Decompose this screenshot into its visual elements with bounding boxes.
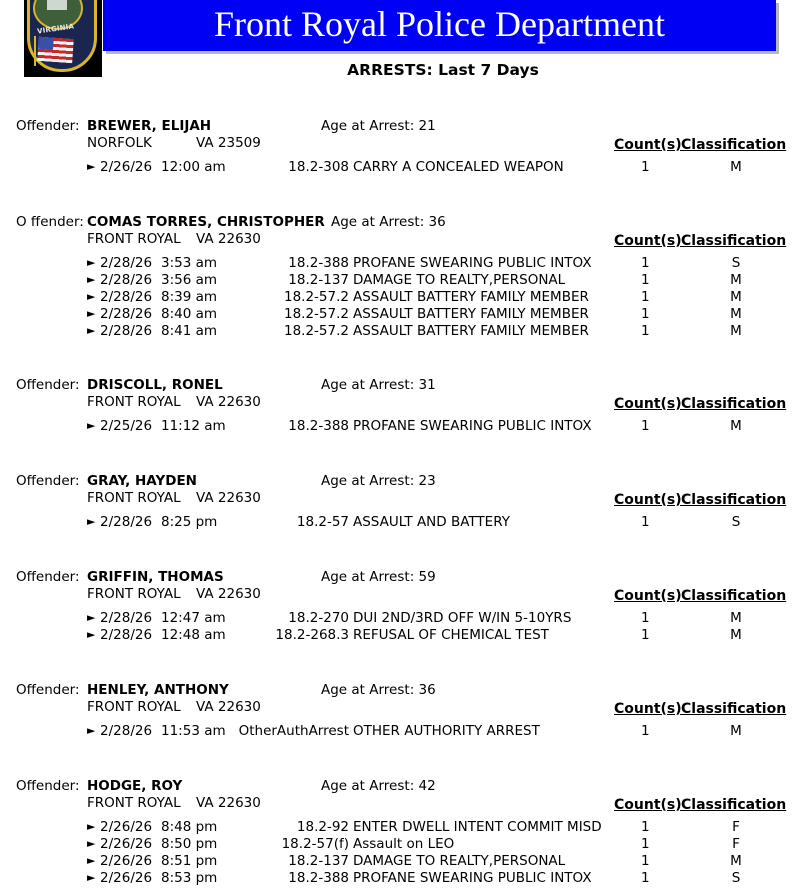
charge-classification: M (730, 272, 742, 288)
charge-count: 1 (641, 323, 650, 339)
offender-city: FRONT ROYAL (87, 231, 181, 247)
police-badge-logo (24, 0, 102, 77)
charge-classification: M (730, 723, 742, 739)
age-at-arrest: Age at Arrest: 59 (321, 569, 436, 585)
charge-count: 1 (641, 819, 650, 835)
charge-description: CARRY A CONCEALED WEAPON (353, 159, 564, 175)
charge-time: 8:40 am (161, 306, 218, 322)
charge-classification: F (732, 836, 740, 852)
charge-description: Assault on LEO (353, 836, 455, 852)
charge-description: PROFANE SWEARING PUBLIC INTOX (353, 870, 592, 886)
charge-row (0, 870, 800, 887)
charge-count: 1 (641, 853, 650, 869)
charge-time: 8:25 pm (161, 514, 218, 530)
classification-column-header: Classification (681, 137, 787, 153)
charge-date: 2/25/26 (100, 418, 153, 434)
charge-count: 1 (641, 159, 650, 175)
offender-label: Offender: (16, 473, 80, 489)
charge-description: ASSAULT BATTERY FAMILY MEMBER (353, 289, 589, 305)
charge-row (0, 323, 800, 340)
charge-row (0, 289, 800, 306)
charge-description: ASSAULT BATTERY FAMILY MEMBER (353, 323, 589, 339)
classification-column-header: Classification (681, 588, 787, 604)
charge-time: 3:56 am (161, 272, 218, 288)
counts-column-header: Count(s) (614, 797, 682, 813)
bullet-arrow-icon: ► (87, 820, 96, 833)
charge-classification: M (730, 627, 742, 643)
charge-time: 8:41 am (161, 323, 218, 339)
bullet-arrow-icon: ► (87, 307, 96, 320)
bullet-arrow-icon: ► (87, 419, 96, 432)
counts-column-header: Count(s) (614, 137, 682, 153)
age-at-arrest: Age at Arrest: 42 (321, 778, 436, 794)
charge-count: 1 (641, 306, 650, 322)
offender-city: FRONT ROYAL (87, 699, 181, 715)
charge-description: DUI 2ND/3RD OFF W/IN 5-10YRS (353, 610, 572, 626)
offender-name: BREWER, ELIJAH (87, 118, 212, 134)
charge-row (0, 853, 800, 870)
charge-description: REFUSAL OF CHEMICAL TEST (353, 627, 549, 643)
charge-row (0, 723, 800, 740)
bullet-arrow-icon: ► (87, 273, 96, 286)
charge-row (0, 610, 800, 627)
charge-time: 12:47 am (161, 610, 226, 626)
charge-date: 2/28/26 (100, 306, 153, 322)
charge-classification: M (730, 418, 742, 434)
charge-date: 2/28/26 (100, 610, 153, 626)
charge-row (0, 306, 800, 323)
charge-description: PROFANE SWEARING PUBLIC INTOX (353, 418, 592, 434)
charge-time: 8:53 pm (161, 870, 218, 886)
statute-code: 18.2-308 (288, 159, 349, 175)
header-banner (103, 0, 776, 51)
charge-description: ASSAULT BATTERY FAMILY MEMBER (353, 306, 589, 322)
charge-date: 2/26/26 (100, 870, 153, 886)
charge-date: 2/28/26 (100, 289, 153, 305)
offender-state-zip: VA 22630 (196, 490, 261, 506)
charge-time: 8:48 pm (161, 819, 218, 835)
offender-name: HODGE, ROY (87, 778, 183, 794)
charge-date: 2/28/26 (100, 272, 153, 288)
charge-classification: M (730, 323, 742, 339)
charge-time: 12:48 am (161, 627, 226, 643)
charge-classification: S (731, 514, 741, 530)
classification-column-header: Classification (681, 701, 787, 717)
charge-time: 11:53 am (161, 723, 226, 739)
charge-classification: M (730, 289, 742, 305)
statute-code: 18.2-57 (296, 514, 349, 530)
statute-code: 18.2-57.2 (284, 306, 349, 322)
statute-code: OtherAuthArrest (238, 723, 349, 739)
charge-count: 1 (641, 514, 650, 530)
bullet-arrow-icon: ► (87, 160, 96, 173)
charge-row (0, 272, 800, 289)
bullet-arrow-icon: ► (87, 611, 96, 624)
counts-column-header: Count(s) (614, 588, 682, 604)
bullet-arrow-icon: ► (87, 871, 96, 884)
offender-state-zip: VA 22630 (196, 699, 261, 715)
charge-description: OTHER AUTHORITY ARREST (353, 723, 540, 739)
charge-date: 2/28/26 (100, 323, 153, 339)
charge-time: 12:00 am (161, 159, 226, 175)
statute-code: 18.2-57(f) (281, 836, 349, 852)
statute-code: 18.2-388 (288, 418, 349, 434)
charge-count: 1 (641, 418, 650, 434)
charge-date: 2/26/26 (100, 819, 153, 835)
offender-name: GRAY, HAYDEN (87, 473, 197, 489)
statute-code: 18.2-268.3 (275, 627, 349, 643)
offender-name: HENLEY, ANTHONY (87, 682, 229, 698)
age-at-arrest: Age at Arrest: 36 (331, 214, 446, 230)
offender-state-zip: VA 22630 (196, 586, 261, 602)
offender-label: Offender: (16, 682, 80, 698)
charge-count: 1 (641, 272, 650, 288)
offender-state-zip: VA 22630 (196, 795, 261, 811)
classification-column-header: Classification (681, 396, 787, 412)
charge-description: ASSAULT AND BATTERY (353, 514, 510, 530)
page-title: Front Royal Police Department (214, 4, 665, 44)
offender-name: DRISCOLL, RONEL (87, 377, 223, 393)
offender-label: O ffender: (16, 214, 84, 230)
charge-classification: M (730, 306, 742, 322)
counts-column-header: Count(s) (614, 492, 682, 508)
statute-code: 18.2-270 (288, 610, 349, 626)
us-flag-icon (37, 37, 74, 63)
charge-description: PROFANE SWEARING PUBLIC INTOX (353, 255, 592, 271)
charge-description: DAMAGE TO REALTY,PERSONAL (353, 853, 566, 869)
age-at-arrest: Age at Arrest: 36 (321, 682, 436, 698)
charge-time: 8:50 pm (161, 836, 218, 852)
statute-code: 18.2-388 (288, 870, 349, 886)
charge-row (0, 159, 800, 176)
statute-code: 18.2-388 (288, 255, 349, 271)
charge-count: 1 (641, 255, 650, 271)
charge-time: 11:12 am (161, 418, 226, 434)
charge-classification: F (732, 819, 740, 835)
counts-column-header: Count(s) (614, 396, 682, 412)
charge-count: 1 (641, 723, 650, 739)
flag-pole-icon (34, 36, 36, 66)
classification-column-header: Classification (681, 797, 787, 813)
statute-code: 18.2-57.2 (284, 323, 349, 339)
charge-time: 3:53 am (161, 255, 218, 271)
bullet-arrow-icon: ► (87, 256, 96, 269)
statute-code: 18.2-57.2 (284, 289, 349, 305)
offender-state-zip: VA 22630 (196, 231, 261, 247)
charge-row (0, 819, 800, 836)
counts-column-header: Count(s) (614, 701, 682, 717)
classification-column-header: Classification (681, 492, 787, 508)
offender-state-zip: VA 23509 (196, 135, 261, 151)
report-subtitle: ARRESTS: Last 7 Days (347, 61, 539, 79)
offender-name: GRIFFIN, THOMAS (87, 569, 224, 585)
charge-date: 2/28/26 (100, 255, 153, 271)
offender-city: FRONT ROYAL (87, 586, 181, 602)
age-at-arrest: Age at Arrest: 23 (321, 473, 436, 489)
bullet-arrow-icon: ► (87, 628, 96, 641)
charge-row (0, 255, 800, 272)
statute-code: 18.2-137 (288, 853, 349, 869)
classification-column-header: Classification (681, 233, 787, 249)
age-at-arrest: Age at Arrest: 31 (321, 377, 436, 393)
bullet-arrow-icon: ► (87, 854, 96, 867)
charge-classification: S (731, 870, 741, 886)
offender-city: NORFOLK (87, 135, 152, 151)
offender-state-zip: VA 22630 (196, 394, 261, 410)
bullet-arrow-icon: ► (87, 724, 96, 737)
bullet-arrow-icon: ► (87, 515, 96, 528)
charge-date: 2/26/26 (100, 159, 153, 175)
charge-count: 1 (641, 627, 650, 643)
charge-date: 2/28/26 (100, 514, 153, 530)
offender-label: Offender: (16, 569, 80, 585)
charge-description: DAMAGE TO REALTY,PERSONAL (353, 272, 566, 288)
charge-classification: M (730, 610, 742, 626)
charge-date: 2/26/26 (100, 836, 153, 852)
offender-label: Offender: (16, 778, 80, 794)
badge-text: VIRGINIA (36, 22, 75, 36)
charge-row (0, 836, 800, 853)
charge-count: 1 (641, 289, 650, 305)
offender-city: FRONT ROYAL (87, 490, 181, 506)
offender-name: COMAS TORRES, CHRISTOPHER (87, 214, 325, 230)
charge-classification: M (730, 159, 742, 175)
charge-count: 1 (641, 836, 650, 852)
charge-row (0, 514, 800, 531)
offender-city: FRONT ROYAL (87, 394, 181, 410)
charge-count: 1 (641, 610, 650, 626)
bullet-arrow-icon: ► (87, 837, 96, 850)
bullet-arrow-icon: ► (87, 324, 96, 337)
counts-column-header: Count(s) (614, 233, 682, 249)
charge-date: 2/26/26 (100, 853, 153, 869)
bullet-arrow-icon: ► (87, 290, 96, 303)
charge-time: 8:51 pm (161, 853, 218, 869)
charge-row (0, 418, 800, 435)
charge-classification: S (731, 255, 741, 271)
offender-city: FRONT ROYAL (87, 795, 181, 811)
charge-date: 2/28/26 (100, 723, 153, 739)
charge-time: 8:39 am (161, 289, 218, 305)
offender-label: Offender: (16, 377, 80, 393)
age-at-arrest: Age at Arrest: 21 (321, 118, 436, 134)
charge-date: 2/28/26 (100, 627, 153, 643)
offender-label: Offender: (16, 118, 80, 134)
statute-code: 18.2-137 (288, 272, 349, 288)
charge-classification: M (730, 853, 742, 869)
charge-description: ENTER DWELL INTENT COMMIT MISD (353, 819, 602, 835)
statute-code: 18.2-92 (296, 819, 349, 835)
charge-row (0, 627, 800, 644)
charge-count: 1 (641, 870, 650, 886)
